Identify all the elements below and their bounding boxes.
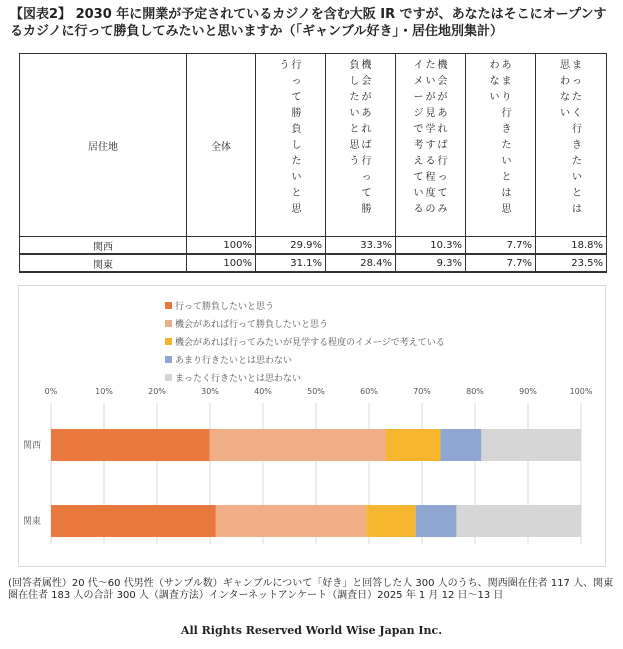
header-text-column: あ ま り 行 き た い と は 思 [501, 60, 512, 215]
header-text-column: 思 わ な い [560, 60, 570, 119]
x-tick-label: 40% [254, 387, 272, 396]
header-text-column: イ メ ー ジ で 考 え て い る [413, 60, 424, 215]
row-value: 33.3% [326, 237, 396, 255]
footnote: (回答者属性）20 代〜60 代男性（サンプル数）ギャンブルについて「好き」と回答した人 300 人のうち、関西圏在住者 117 人、関東圏在住者 183 人の合計 300 人（調査方法）インターネットアンケート（調査日）2025 年 1 月 12 日〜13 日 [8, 578, 614, 601]
category-label: 関西 [23, 441, 42, 451]
row-value: 10.3% [396, 237, 466, 255]
chart-container [18, 285, 606, 567]
bar-segment [386, 429, 441, 461]
bar-segment [481, 429, 581, 461]
header-text-column: う [279, 60, 290, 71]
x-tick-label: 100% [569, 387, 593, 396]
row-value: 31.1% [256, 254, 326, 272]
bar-segment [51, 505, 216, 537]
legend-label: まったく行きたいとは思わない [175, 374, 302, 384]
table-row [20, 254, 607, 272]
x-tick-label: 60% [360, 387, 378, 396]
legend-label: あまり行きたいとは思わない [175, 356, 293, 366]
row-total: 100% [187, 254, 256, 272]
x-tick-label: 10% [95, 387, 113, 396]
header-col-2 [396, 54, 466, 237]
row-value: 9.3% [396, 254, 466, 272]
header-text-column: 行 っ て 勝 負 し た い と 思 [291, 60, 302, 215]
row-value: 28.4% [326, 254, 396, 272]
x-tick-label: 20% [148, 387, 166, 396]
header-total: 全体 [187, 54, 256, 237]
category-label: 関東 [23, 517, 42, 527]
bar-segment [456, 505, 581, 537]
bar-segment [51, 429, 209, 461]
x-tick-label: 0% [44, 387, 58, 396]
row-region: 関東 [20, 254, 187, 272]
stacked-bar-chart [19, 286, 605, 566]
row-value: 7.7% [466, 254, 536, 272]
header-col-4 [536, 54, 607, 237]
figure-title: 【図表2】 2030 年に開業が予定されているカジノを含む大阪 IR ですが、あなたはそこにオープンするカジノに行って勝負してみたいと思いますか（「ギャンブル好き」・居住地別集計） [10, 7, 607, 39]
row-value: 7.7% [466, 237, 536, 255]
header-text-column: ま っ た く 行 き た い と は [572, 60, 582, 215]
bar-segment [416, 505, 457, 537]
row-value: 29.9% [256, 237, 326, 255]
bar-segment [441, 429, 482, 461]
legend-label: 行って勝負したいと思う [175, 302, 275, 312]
bar-segment [209, 429, 385, 461]
header-text-column: 機 会 が あ れ ば 行 っ て み [437, 60, 448, 215]
x-tick-label: 70% [413, 387, 431, 396]
legend-label: 機会があれば行って勝負したいと思う [175, 320, 329, 330]
header-col-0 [256, 54, 326, 237]
x-tick-label: 80% [466, 387, 484, 396]
header-region: 居住地 [20, 54, 187, 237]
row-value: 18.8% [536, 237, 607, 255]
x-tick-label: 90% [519, 387, 537, 396]
row-region: 関西 [20, 237, 187, 255]
row-total: 100% [187, 237, 256, 255]
x-tick-label: 50% [307, 387, 325, 396]
table-header-row [20, 54, 607, 237]
header-text-column: た い が 見 学 す る 程 度 の [425, 60, 436, 215]
header-col-3 [466, 54, 536, 237]
results-table [19, 53, 607, 273]
x-tick-label: 30% [201, 387, 219, 396]
header-text-column: 機 会 が あ れ ば 行 っ て 勝 [361, 60, 372, 215]
legend-label: 機会があれば行ってみたいが見学する程度のイメージで考えている [175, 338, 445, 348]
row-value: 23.5% [536, 254, 607, 272]
header-col-1 [326, 54, 396, 237]
copyright: All Rights Reserved World Wise Japan Inc. [180, 624, 443, 637]
header-text-column: わ な い [489, 60, 500, 103]
header-text-column: 負 し た い と 思 う [349, 60, 360, 167]
bar-segment [366, 505, 415, 537]
table-row [20, 237, 607, 255]
bar-segment [216, 505, 367, 537]
